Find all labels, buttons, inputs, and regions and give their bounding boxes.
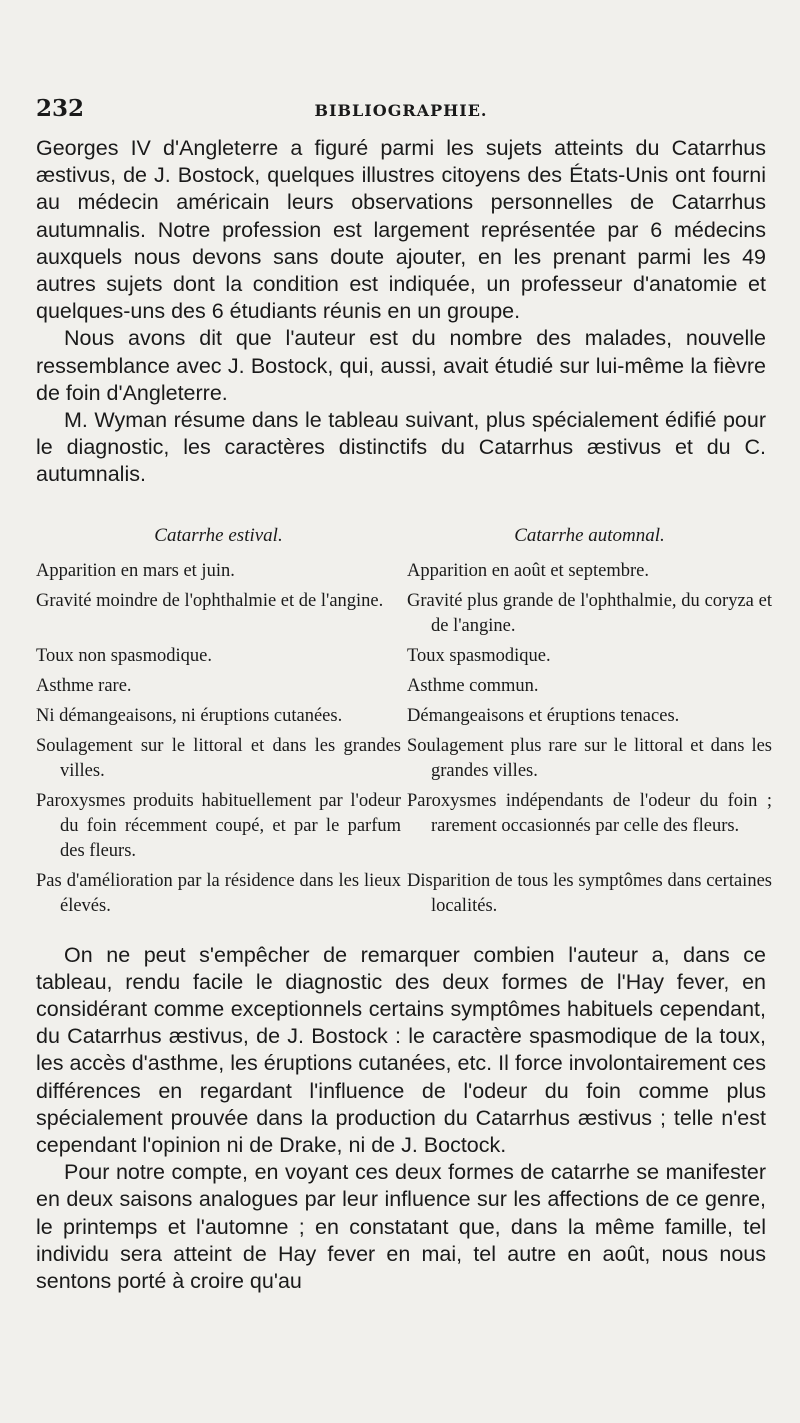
comparison-table (36, 524, 772, 924)
table-cell-left: Toux non spasmodique. (36, 645, 212, 666)
paragraph-2: Nous avons dit que l'auteur est du nombre des malades, nouvelle ressemblance avec J. Bostock, qui, aussi, avait étudié sur lui-même la fièvre de foin d'Angleterre. (36, 326, 766, 405)
table-cell-left: Paroxysmes produits habituellement par l'odeur du foin récemment coupé, et par le parfum des fleurs. (36, 790, 401, 861)
table-heading-right: Catarrhe automnal. (514, 524, 665, 546)
table-cell-left: Apparition en mars et juin. (36, 560, 235, 581)
table-cell-left: Soulagement sur le littoral et dans les grandes villes. (36, 735, 401, 781)
table-cell-left: Gravité moindre de l'ophthalmie et de l'angine. (36, 590, 384, 611)
paragraph-3: M. Wyman résume dans le tableau suivant, plus spécialement édifié pour le diagnostic, les caractères distinctifs du Catarrhus æstivus et du C. autumnalis. (36, 408, 766, 487)
running-title: BIBLIOGRAPHIE. (314, 101, 488, 120)
table-heading-left: Catarrhe estival. (154, 524, 283, 546)
table-cell-right: Apparition en août et septembre. (407, 560, 649, 581)
table-cell-left: Pas d'amélioration par la résidence dans les lieux élevés. (36, 870, 401, 916)
table-cell-right: Disparition de tous les symptômes dans certaines localités. (407, 870, 772, 916)
table-cell-right: Démangeaisons et éruptions tenaces. (407, 705, 680, 726)
table-cell-right: Toux spasmodique. (407, 645, 551, 666)
page-number: 232 (36, 95, 85, 122)
table-cell-left: Ni démangeaisons, ni éruptions cutanées. (36, 705, 343, 726)
page-header (36, 95, 766, 135)
table-cell-right: Gravité plus grande de l'ophthalmie, du coryza et de l'angine. (407, 590, 772, 636)
table-cell-left: Asthme rare. (36, 675, 132, 696)
table-cell-right: Soulagement plus rare sur le littoral et dans les grandes villes. (407, 735, 772, 781)
book-page (36, 95, 772, 1295)
paragraph-1: Georges IV d'Angleterre a figuré parmi les sujets atteints du Catarrhus æstivus, de J. Bostock, quelques illustres citoyens des États-Unis ont fourni au médecin américain leurs observations personnelles de Catarrhus autumnalis. Notre profession est largement représentée par 6 médecins auxquels nous devons sans doute ajouter, en les prenant parmi les 49 autres sujets dont la condition est indiquée, un professeur d'anatomie et quelques-uns des 6 étudiants réunis en un groupe. (36, 136, 766, 324)
paragraph-4: On ne peut s'empêcher de remarquer combien l'auteur a, dans ce tableau, rendu facile le diagnostic des deux formes de l'Hay fever, en considérant comme exceptionnels certains symptômes habituels cependant, du Catarrhus æstivus, de J. Bostock : le caractère spasmodique de la toux, les accès d'asthme, les éruptions cutanées, etc. Il force involontairement ces différences en regardant l'influence de l'odeur du foin comme plus spécialement prouvée dans la production du Catarrhus æstivus ; telle n'est cependant l'opinion ni de Drake, ni de J. Boctock. (36, 942, 766, 1158)
table-cell-right: Paroxysmes indépendants de l'odeur du foin ; rarement occasionnés par celle des fleurs. (407, 790, 772, 836)
table-cell-right: Asthme commun. (407, 675, 539, 696)
paragraph-5: Pour notre compte, en voyant ces deux formes de catarrhe se manifester en deux saisons analogues par leur influence sur les affections de ce genre, le printemps et l'automne ; en constatant que, dans la même famille, tel individu sera atteint de Hay fever en mai, tel autre en août, nous nous sentons porté à croire qu'au (36, 1160, 766, 1294)
